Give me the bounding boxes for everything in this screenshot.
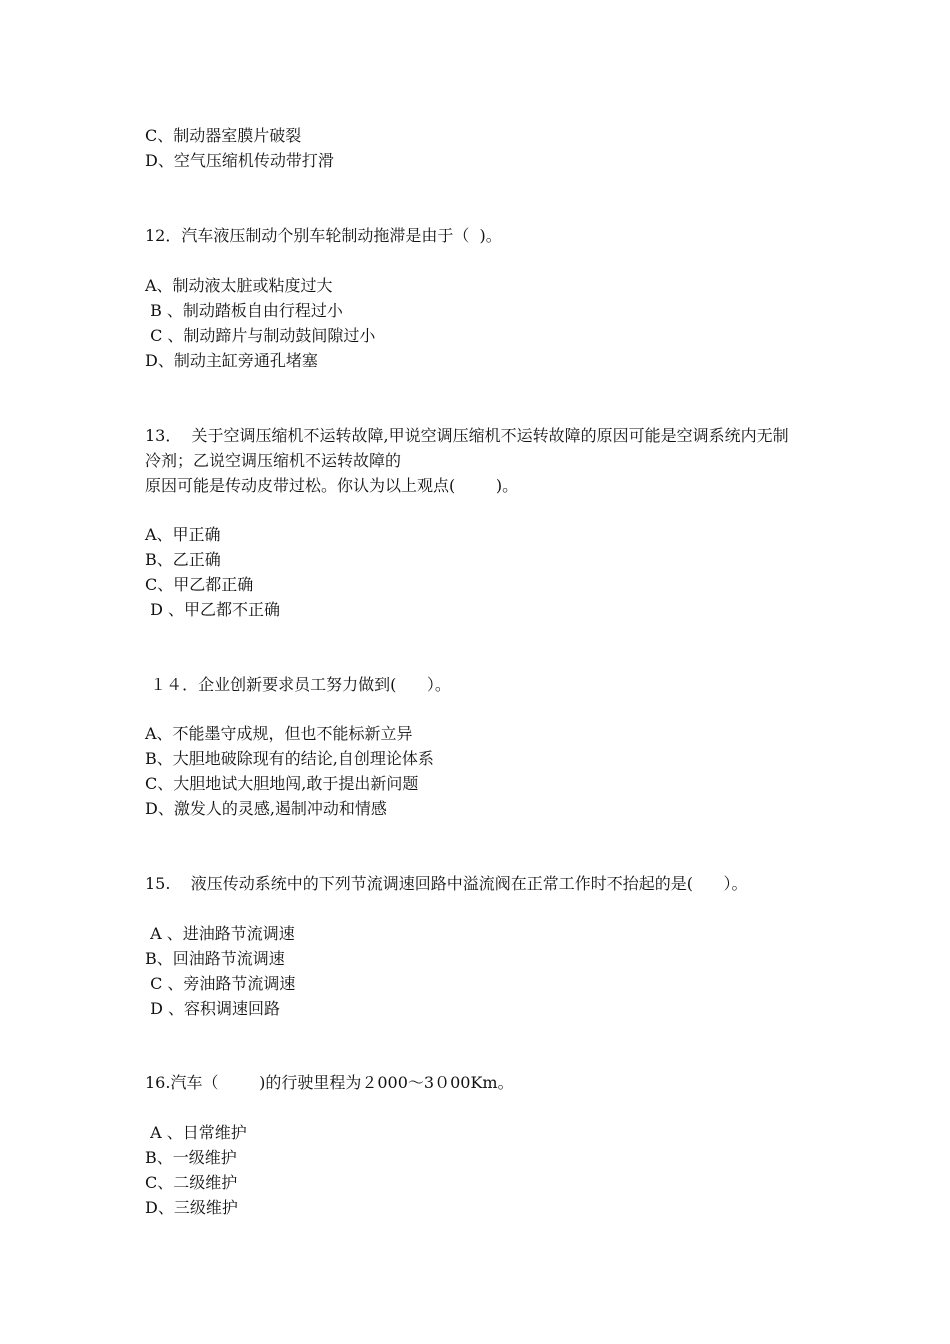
question-16-option-b: B、一级维护 <box>145 1148 237 1167</box>
question-13-stem-line-1: 13． 关于空调压缩机不运转故障,甲说空调压缩机不运转故障的原因可能是空调系统内无制 <box>145 426 789 445</box>
question-15-option-d: D 、容积调速回路 <box>145 999 281 1018</box>
question-12-stem: 12．汽车液压制动个别车轮制动拖滞是由于（ )。 <box>145 226 502 245</box>
question-16-stem: 16.汽车（ )的行驶里程为２000～3０00Km。 <box>145 1073 514 1092</box>
question-14-option-a: A、不能墨守成规，但也不能标新立异 <box>145 724 413 743</box>
question-12-option-c: C 、制动蹄片与制动鼓间隙过小 <box>145 326 376 345</box>
question-14-option-d: D、激发人的灵感,遏制冲动和情感 <box>145 799 387 818</box>
prev-option-d: D、空气压缩机传动带打滑 <box>145 151 334 170</box>
question-13-option-a: A、甲正确 <box>145 525 221 544</box>
question-16-option-a: A 、日常维护 <box>145 1123 247 1142</box>
question-15-option-c: C 、旁油路节流调速 <box>145 974 296 993</box>
prev-option-c: C、制动器室膜片破裂 <box>145 126 302 145</box>
question-16-option-d: D、三级维护 <box>145 1198 238 1217</box>
question-14-option-c: C、大胆地试大胆地闯,敢于提出新问题 <box>145 774 419 793</box>
question-13-stem-line-2: 冷剂；乙说空调压缩机不运转故障的 <box>145 451 402 470</box>
question-12-option-b: B 、制动踏板自由行程过小 <box>145 301 343 320</box>
question-12-option-a: A、制动液太脏或粘度过大 <box>145 276 333 295</box>
question-13-option-d: D 、甲乙都不正确 <box>145 600 281 619</box>
question-15-option-b: B、回油路节流调速 <box>145 949 285 968</box>
question-14-option-b: B、大胆地破除现有的结论,自创理论体系 <box>145 749 434 768</box>
question-15-option-a: A 、进油路节流调速 <box>145 924 295 943</box>
question-13-option-c: C、甲乙都正确 <box>145 575 254 594</box>
question-15-stem: 15. 液压传动系统中的下列节流调速回路中溢流阀在正常工作时不抬起的是( ）。 <box>145 874 748 893</box>
question-13-stem-line-3: 原因可能是传动皮带过松。你认为以上观点( )。 <box>145 476 519 495</box>
question-12-option-d: D、制动主缸旁通孔堵塞 <box>145 351 318 370</box>
question-16-option-c: C、二级维护 <box>145 1173 238 1192</box>
question-13-option-b: B、乙正确 <box>145 550 221 569</box>
question-14-stem: １４．企业创新要求员工努力做到( ）。 <box>145 675 451 694</box>
